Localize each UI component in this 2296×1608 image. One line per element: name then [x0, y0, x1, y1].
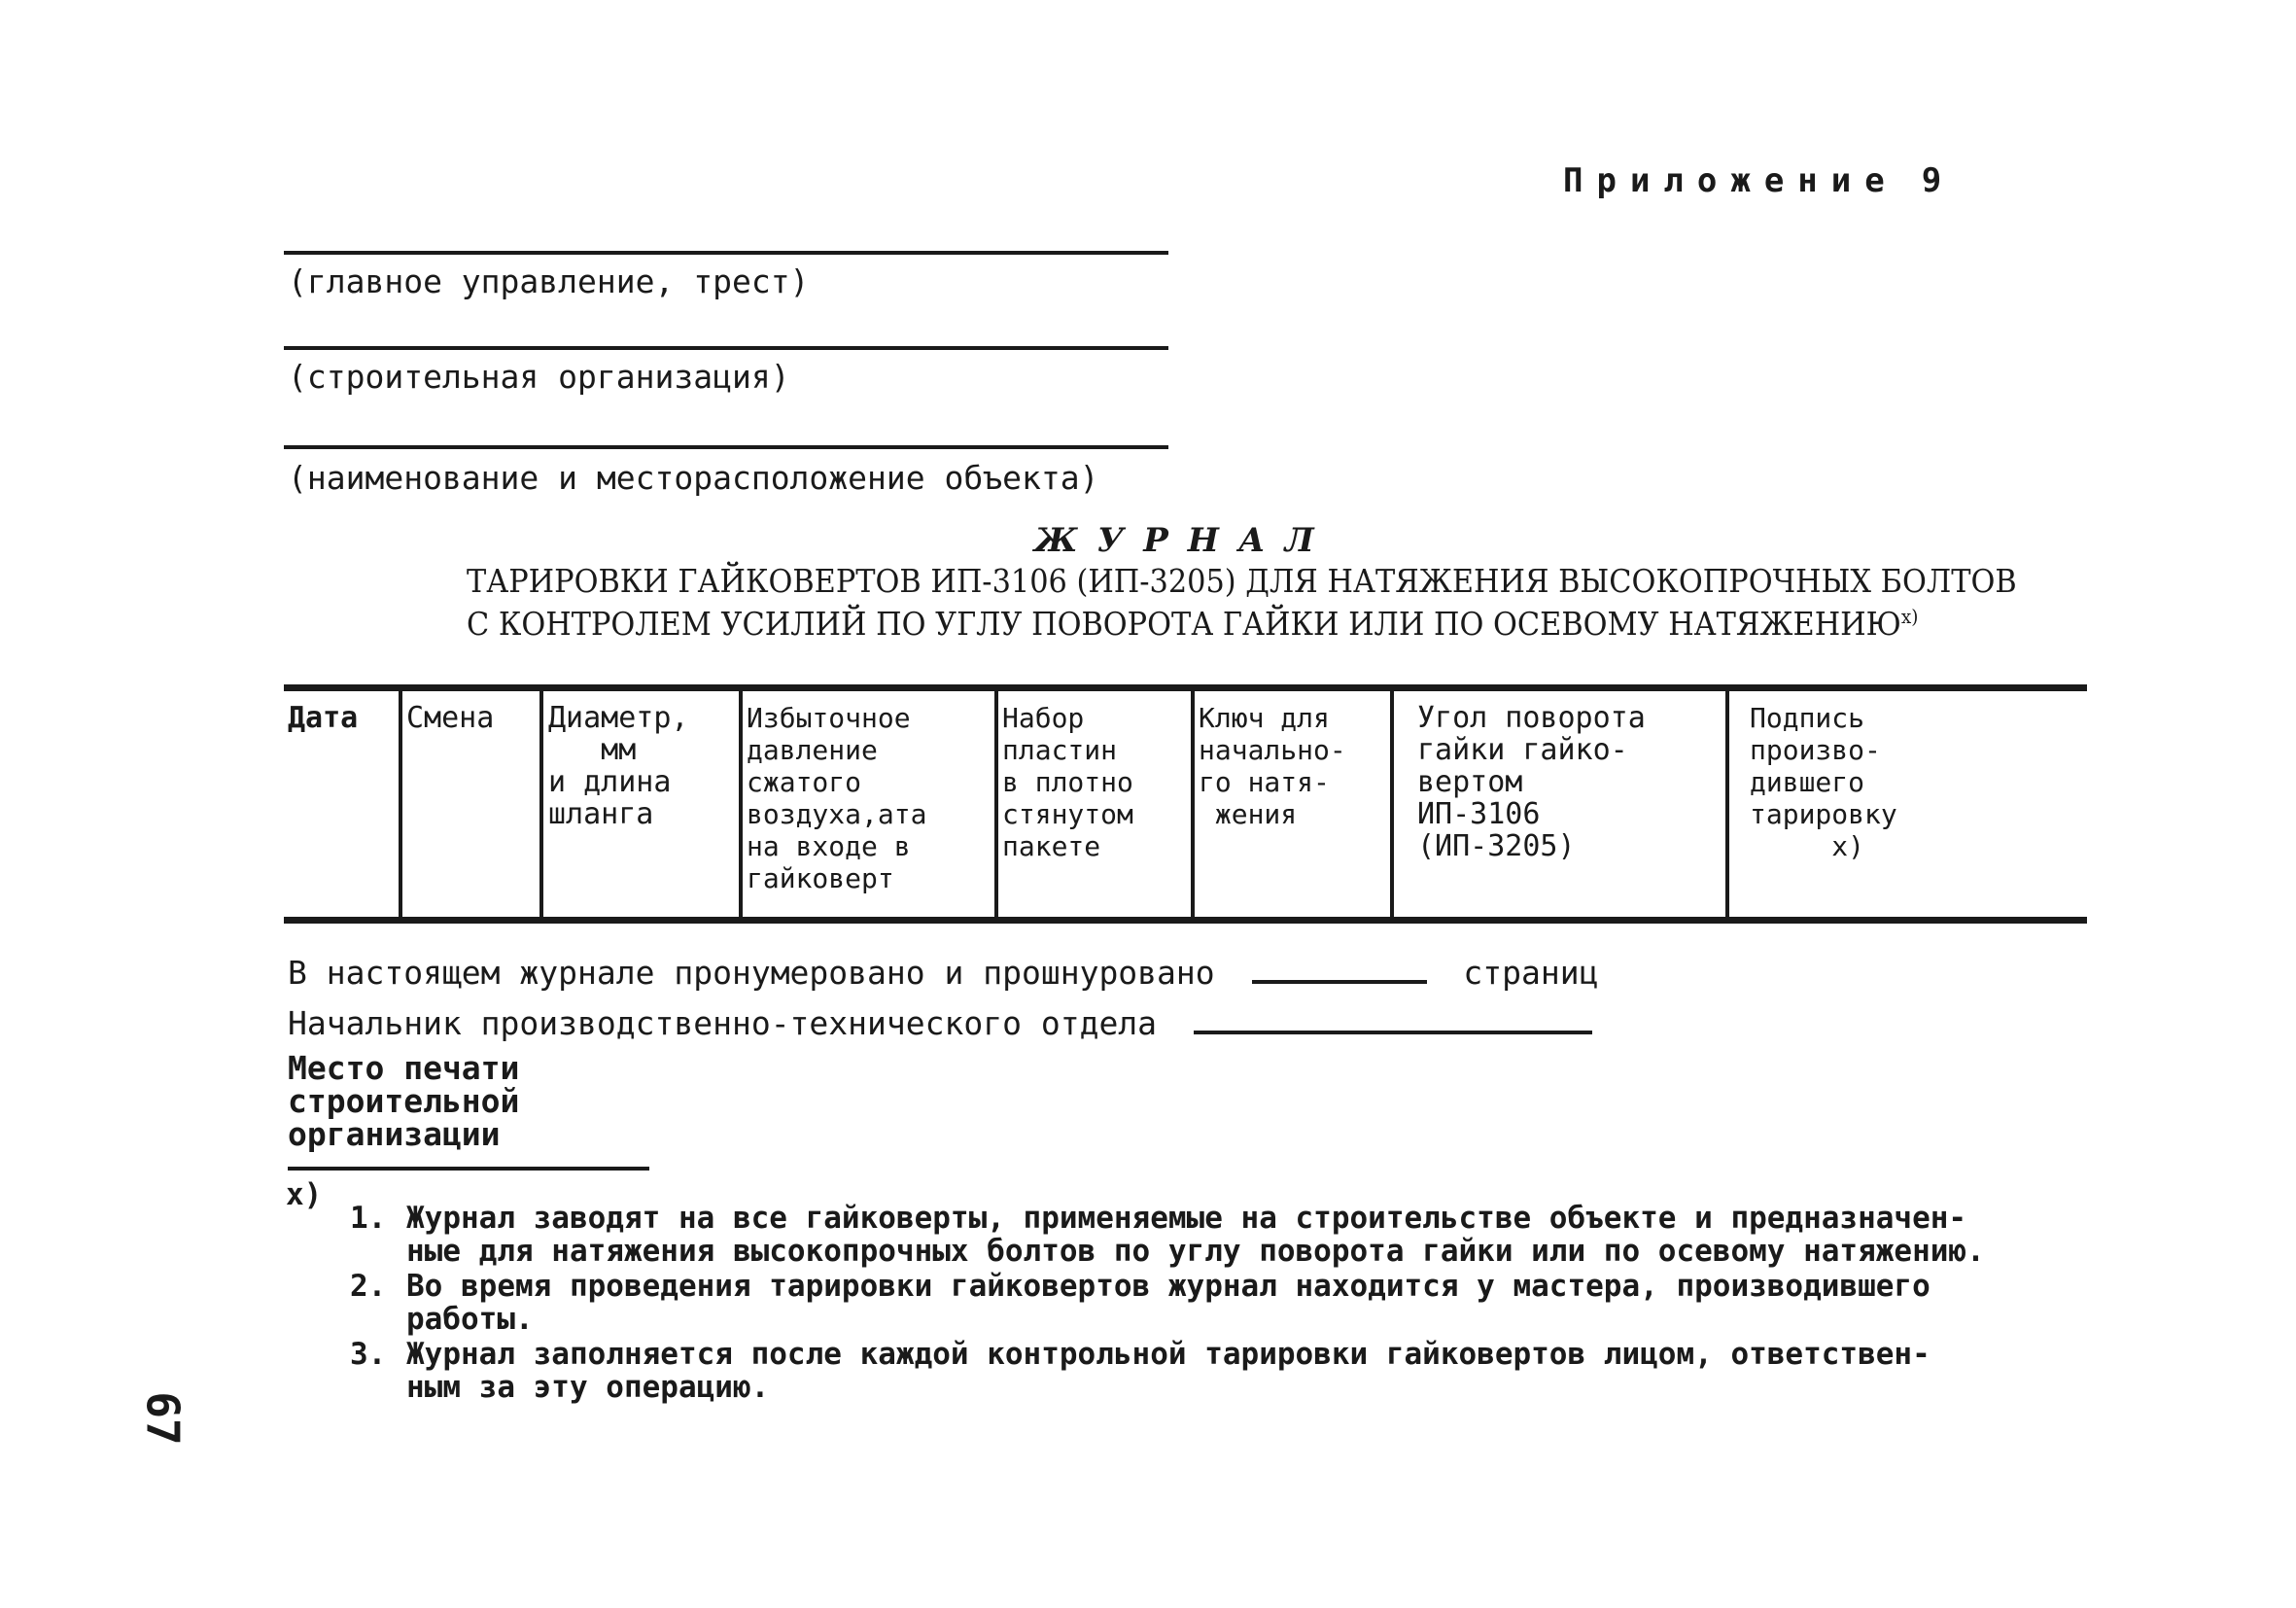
- note-1-line-2: ные для натяжения высокопрочных болтов по углу поворота гайки или по осевому натяжению.: [406, 1234, 1985, 1269]
- column-header-key: Ключ для начально- го натя- жения: [1199, 702, 1346, 830]
- appendix-number: 9: [1921, 161, 1942, 200]
- main-department-label: (главное управление, трест): [288, 262, 810, 300]
- note-1-line-1: Журнал заводят на все гайковерты, применяемые на строительстве объекте и предназначен-: [406, 1201, 1967, 1236]
- note-3-line-2: ным за эту операцию.: [406, 1370, 770, 1405]
- table-divider: [1191, 688, 1195, 920]
- object-name-line: [284, 445, 1168, 449]
- note-2-line-1: Во время проведения тарировки гайковертов журнал находится у мастера, производившего: [406, 1269, 1931, 1304]
- notes-marker: х): [286, 1177, 323, 1212]
- note-3-number: 3.: [350, 1337, 387, 1372]
- column-header-plates: Набор пластин в плотно стянутом пакете: [1002, 702, 1133, 862]
- stamp-line-1: Место печати: [288, 1049, 520, 1087]
- column-header-angle: Угол поворота гайки гайко- вертом ИП-3106 (ИП-3205): [1417, 701, 1646, 863]
- chief-statement: [288, 1001, 1592, 1041]
- subtitle-line-2: С КОНТРОЛЕМ УСИЛИЙ ПО УГЛУ ПОВОРОТА ГАЙКИ ИЛИ ПО ОСЕВОМУ $НАТЯЖЕНИЮ^{х)}$: [467, 605, 1919, 643]
- main-department-line: [284, 251, 1168, 255]
- note-3-line-1: Журнал заполняется после каждой контрольной тарировки гайковертов лицом, ответствен-: [406, 1337, 1931, 1372]
- pages-statement: [288, 951, 1598, 991]
- appendix-label: Приложение: [1563, 161, 1898, 200]
- table-divider: [739, 688, 743, 920]
- page-number: 67: [136, 1391, 190, 1446]
- column-header-diameter: Диаметр, мм и длина шланга: [548, 701, 689, 831]
- stamp-place: [288, 1049, 520, 1153]
- table-divider: [1390, 688, 1394, 920]
- object-name-label: (наименование и месторасположение объекта): [288, 459, 1099, 497]
- column-header-date: Дата: [288, 701, 359, 735]
- stamp-line-3: организации: [288, 1115, 501, 1153]
- column-header-pressure: Избыточное давление сжатого воздуха,ата на входе в гайковерт: [747, 702, 927, 894]
- chief-signature-blank: [1194, 1001, 1592, 1034]
- table-bottom-border: [284, 917, 2087, 924]
- table-divider: [399, 688, 402, 920]
- table-divider: [1725, 688, 1729, 920]
- pages-suffix: страниц: [1463, 954, 1599, 992]
- table-divider: [994, 688, 998, 920]
- notes-separator: [288, 1167, 649, 1171]
- subtitle-line-1: ТАРИРОВКИ ГАЙКОВЕРТОВ ИП-3106 (ИП-3205) ДЛЯ НАТЯЖЕНИЯ ВЫСОКОПРОЧНЫХ БОЛТОВ: [467, 562, 2017, 600]
- chief-text: Начальник производственно-технического отдела: [288, 1004, 1158, 1042]
- construction-org-label: (строительная организация): [288, 358, 790, 396]
- table-divider: [539, 688, 543, 920]
- journal-title: ЖУРНАЛ: [1034, 521, 1334, 560]
- column-header-signature: Подпись произво- дившего тарировку х): [1750, 702, 1897, 862]
- pages-text: В настоящем журнале пронумеровано и прошнуровано: [288, 954, 1215, 992]
- appendix-header: [1563, 161, 1941, 200]
- table-top-border: [284, 684, 2087, 691]
- note-2-line-2: работы.: [406, 1302, 534, 1337]
- note-2-number: 2.: [350, 1269, 387, 1304]
- column-header-shift: Смена: [406, 701, 495, 735]
- subtitle-footnote-mark: х): [1900, 605, 1919, 628]
- stamp-line-2: строительной: [288, 1082, 520, 1120]
- construction-org-line: [284, 346, 1168, 350]
- note-1-number: 1.: [350, 1201, 387, 1236]
- journal-subtitle: [467, 564, 2017, 642]
- pages-count-blank: [1252, 951, 1427, 984]
